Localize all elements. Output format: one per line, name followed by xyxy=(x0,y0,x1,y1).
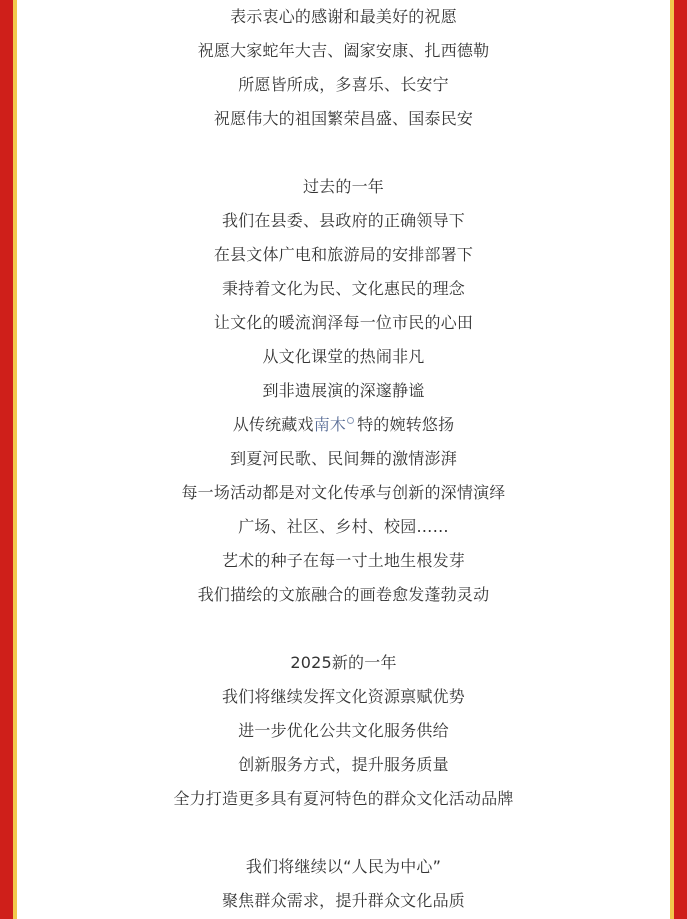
text-line: 我们描绘的文旅融合的画卷愈发蓬勃灵动 xyxy=(197,585,490,604)
text-line: 祝愿伟大的祖国繁荣昌盛、国泰民安 xyxy=(213,109,474,128)
text-line: 让文化的暖流润泽每一位市民的心田 xyxy=(213,313,474,332)
text-line: 到夏河民歌、民间舞的激情澎湃 xyxy=(230,449,457,468)
text-line: 到非遗展演的深邃静谧 xyxy=(262,381,425,400)
right-red-stripe xyxy=(674,0,687,919)
text-line: 我们将继续以“人民为中心” xyxy=(245,857,442,876)
text-line-with-link xyxy=(19,415,668,435)
article-body xyxy=(19,0,668,919)
left-decorative-border xyxy=(0,0,19,919)
text-line: 我们将继续发挥文化资源禀赋优势 xyxy=(221,687,465,706)
text-line: 进一步优化公共文化服务供给 xyxy=(238,721,449,740)
section-heading-new-year: 2025新的一年 xyxy=(290,653,397,672)
text-line: 创新服务方式，提升服务质量 xyxy=(238,755,449,774)
text-line: 秉持着文化为民、文化惠民的理念 xyxy=(221,279,465,298)
text-line: 艺术的种子在每一寸土地生根发芽 xyxy=(221,551,465,570)
text-line: 全力打造更多具有夏河特色的群众文化活动品牌 xyxy=(173,789,514,808)
right-decorative-border xyxy=(668,0,687,919)
text-line: 聚焦群众需求，提升群众文化品质 xyxy=(221,891,465,910)
link-line-after: 特的婉转悠扬 xyxy=(357,415,455,434)
text-line: 广场、社区、乡村、校园…… xyxy=(238,517,449,536)
left-gold-stripe xyxy=(13,0,17,919)
text-line: 所愿皆所成，多喜乐、长安宁 xyxy=(238,75,449,94)
link-line-before: 从传统藏戏 xyxy=(232,415,314,434)
text-line: 表示衷心的感谢和最美好的祝愿 xyxy=(230,7,457,26)
text-line: 祝愿大家蛇年大吉、阖家安康、扎西德勒 xyxy=(197,41,490,60)
search-link-icon[interactable] xyxy=(347,417,354,424)
text-line: 每一场活动都是对文化传承与创新的深情演绎 xyxy=(181,483,506,502)
text-line: 在县文体广电和旅游局的安排部署下 xyxy=(213,245,474,264)
text-line: 我们在县委、县政府的正确领导下 xyxy=(221,211,465,230)
section-heading-past-year: 过去的一年 xyxy=(302,177,384,196)
text-line: 从文化课堂的热闹非凡 xyxy=(262,347,425,366)
left-red-stripe xyxy=(0,0,13,919)
search-link-nanmute[interactable]: 南木 xyxy=(313,415,347,434)
